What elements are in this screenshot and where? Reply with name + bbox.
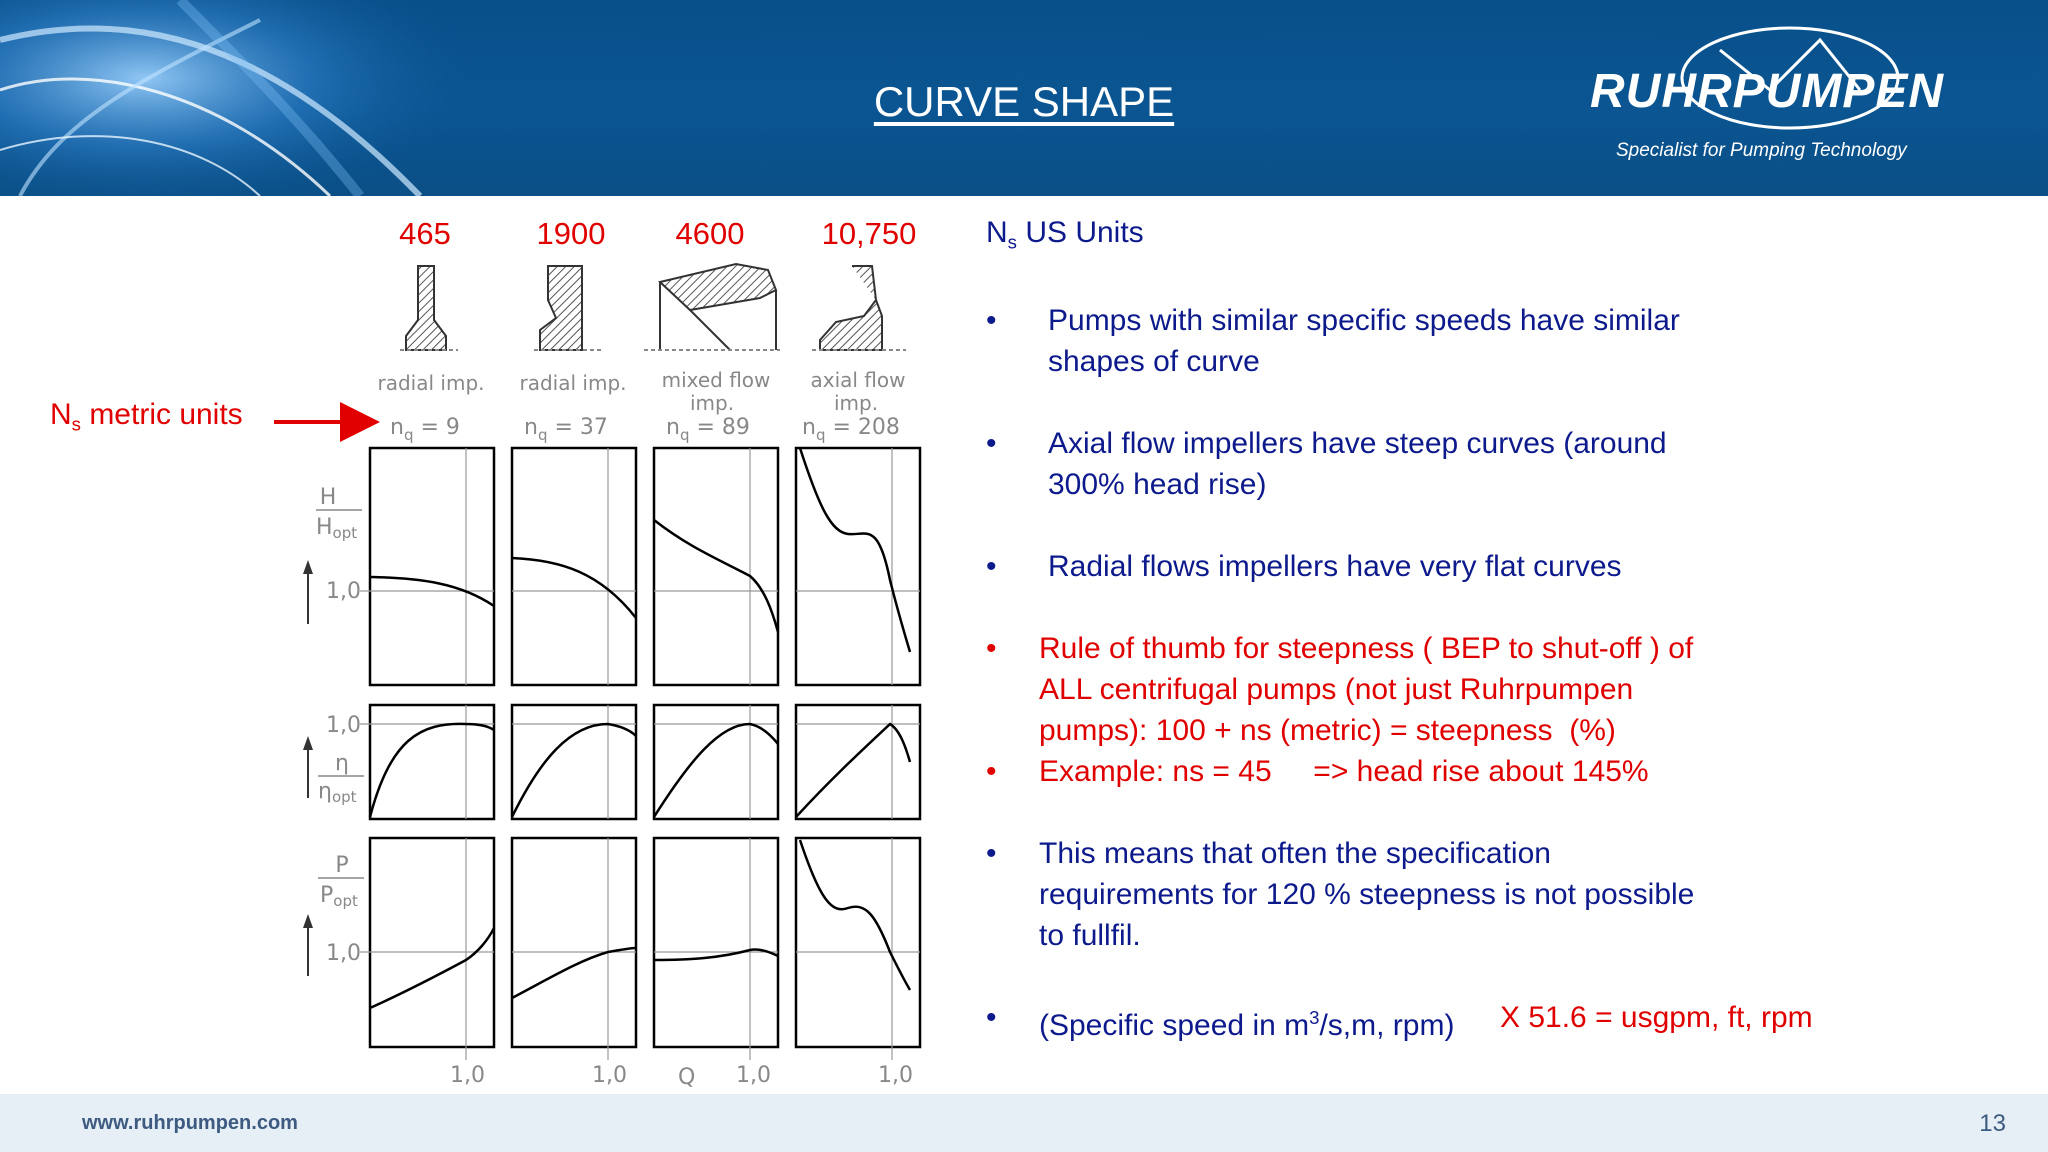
eff-box-3 [654, 705, 778, 819]
eff-axis-numerator: η [335, 751, 349, 776]
power-curve-2 [512, 948, 636, 998]
eff-curve-4 [796, 724, 910, 817]
impeller-radial-1-icon [400, 266, 458, 350]
head-box-1 [370, 448, 494, 685]
ns-us-units-label: $N_s$ US Units [986, 216, 1144, 253]
eff-axis-denominator: ηopt [318, 779, 357, 806]
footer-bar [0, 1094, 2048, 1152]
impeller-label-3: mixed flow [661, 368, 771, 392]
head-box-4 [796, 448, 920, 685]
x-axis-one-1: 1,0 [450, 1063, 485, 1088]
head-curve-3 [654, 520, 778, 632]
power-axis-numerator: P [335, 853, 349, 878]
head-curve-4 [800, 448, 910, 652]
conversion-factor: X 51.6 = usgpm, ft, rpm [1500, 1001, 1813, 1034]
nq-label-3: $n_q = 89$ [666, 415, 750, 444]
ns-us-value-1: 465 [399, 216, 451, 251]
logo-wordmark: RUHRPUMPEN [1590, 65, 1945, 118]
nq-label-4: $n_q = 208$ [802, 415, 900, 444]
power-curve-4 [800, 840, 910, 990]
power-box-3 [654, 838, 778, 1047]
power-box-1 [370, 838, 494, 1047]
power-axis-denominator: Popt [320, 883, 358, 910]
head-box-2 [512, 448, 636, 685]
page-title: CURVE SHAPE [873, 78, 1175, 125]
nq-label-1: $n_q = 9$ [390, 415, 460, 444]
impeller-label-4: axial flow [810, 368, 906, 392]
eff-box-1 [370, 705, 494, 819]
page-number: 13 [1979, 1110, 2006, 1137]
x-axis-q-label: Q [678, 1065, 696, 1090]
x-axis-one-3: 1,0 [736, 1063, 771, 1088]
eff-box-2 [512, 705, 636, 819]
footer-url: www.ruhrpumpen.com [82, 1112, 298, 1134]
impeller-mixed-flow-icon [644, 264, 780, 350]
ns-us-value-2: 1900 [536, 216, 606, 251]
eff-curve-3 [654, 724, 778, 817]
power-curve-3 [654, 949, 778, 960]
head-axis-one: 1,0 [326, 579, 361, 604]
impeller-label-2: radial imp. [519, 371, 627, 395]
impeller-label-3b: imp. [689, 391, 735, 415]
eff-curve-2 [512, 724, 636, 817]
nq-label-2: $n_q = 37$ [524, 415, 608, 444]
eff-box-4 [796, 705, 920, 819]
head-axis-numerator: H [319, 485, 337, 510]
x-axis-one-2: 1,0 [592, 1063, 627, 1088]
head-box-3 [654, 448, 778, 685]
power-axis-one: 1,0 [326, 941, 361, 966]
impeller-label-4b: imp. [833, 391, 879, 415]
ns-metric-units-label: $N_s$ metric units [50, 398, 243, 435]
eff-curve-1 [370, 724, 494, 817]
x-axis-one-4: 1,0 [878, 1063, 913, 1088]
ns-us-value-3: 4600 [675, 216, 745, 251]
power-box-4 [796, 838, 920, 1047]
head-axis-denominator: Hopt [316, 515, 358, 542]
eff-axis-one: 1,0 [326, 713, 361, 738]
logo-tagline: Specialist for Pumping Technology [1616, 140, 1907, 161]
head-curve-2 [512, 558, 636, 618]
power-curve-1 [370, 928, 494, 1008]
ns-us-value-4: 10,750 [821, 216, 917, 251]
impeller-radial-2-icon [534, 266, 602, 350]
impeller-axial-flow-icon [812, 266, 906, 350]
impeller-label-1: radial imp. [377, 371, 485, 395]
power-box-2 [512, 838, 636, 1047]
